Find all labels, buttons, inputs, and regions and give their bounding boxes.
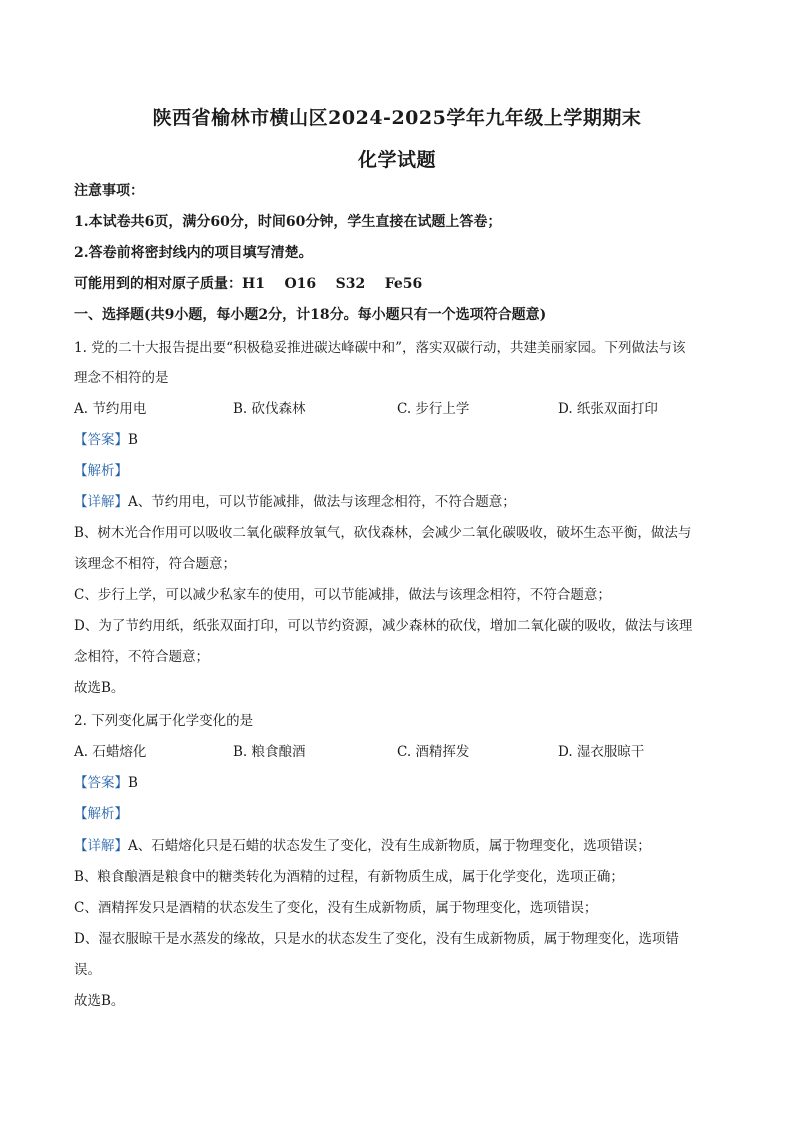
q2-stem: 2. 下列变化属于化学变化的是 (74, 713, 254, 729)
q1-stem-line-1: 1. 党的二十大报告提出要“积极稳妥推进碳达峰碳中和”，落实双碳行动，共建美丽家园。下列做法与该 (74, 340, 686, 356)
q2-detail-label: 【详解】 (74, 838, 128, 854)
q2-option-a: A. 石蜡熔化 (74, 744, 147, 760)
notes-item-1: 1.本试卷共6页，满分60分，时间60分钟，学生直接在试题上答卷； (74, 214, 502, 230)
exam-title: 陕西省榆林市横山区2024-2025学年九年级上学期期末 (152, 107, 642, 129)
q1-option-d: D. 纸张双面打印 (558, 401, 658, 417)
q1-analysis-line-1: 【详解】A、节约用电，可以节能减排，做法与该理念相符，不符合题意； (74, 494, 516, 510)
q1-answer-label: 【答案】 (74, 432, 128, 448)
q1-analysis-line-6: 念相符，不符合题意； (74, 649, 209, 665)
q2-conclusion: 故选B。 (74, 993, 125, 1009)
q1-detail-label: 【详解】 (74, 494, 128, 510)
notes-heading: 注意事项： (74, 183, 144, 199)
q1-analysis-label: 【解析】 (74, 463, 128, 479)
q1-option-c: C. 步行上学 (397, 401, 470, 417)
q2-analysis-line-2: B、粮食酿酒是粮食中的糖类转化为酒精的过程，有新物质生成，属于化学变化，选项正确； (74, 869, 624, 885)
q2-option-c: C. 酒精挥发 (397, 744, 470, 760)
q2-answer-value: B (128, 775, 138, 791)
q1-answer (74, 430, 722, 450)
q1-option-b: B. 砍伐森林 (233, 401, 306, 417)
exam-subject-title: 化学试题 (357, 149, 436, 171)
q2-analysis-label: 【解析】 (74, 806, 128, 822)
section-heading: 一、选择题(共9小题，每小题2分，计18分。每小题只有一个选项符合题意) (74, 307, 547, 323)
q2-analysis-line-3: C、酒精挥发只是酒精的状态发生了变化，没有生成新物质，属于物理变化，选项错误； (74, 900, 598, 916)
q2-option-d: D. 湿衣服晾干 (558, 744, 645, 760)
atomic-mass-line: 可能用到的相对原子质量：H1 O16 S32 Fe56 (74, 276, 423, 292)
q1-analysis-line-2: B、树木光合作用可以吸收二氧化碳释放氧气，砍伐森林，会减少二氧化碳吸收，破坏生态平衡，做法与 (74, 525, 692, 541)
q2-answer-label: 【答案】 (74, 775, 128, 791)
q1-stem-line-2: 理念不相符的是 (74, 370, 169, 386)
notes-item-2: 2.答卷前将密封线内的项目填写清楚。 (74, 245, 313, 261)
q1-analysis-line-4: C、步行上学，可以减少私家车的使用，可以节能减排，做法与该理念相符，不符合题意； (74, 587, 611, 603)
q1-analysis-line-3: 该理念不相符，符合题意； (74, 556, 236, 572)
q2-analysis-line-5: 误。 (74, 962, 101, 978)
q2-option-b: B. 粮食酿酒 (233, 744, 306, 760)
q2-analysis-line-1: 【详解】A、石蜡熔化只是石蜡的状态发生了变化，没有生成新物质，属于物理变化，选项错误； (74, 838, 651, 854)
q1-option-a: A. 节约用电 (74, 401, 147, 417)
q2-analysis-line-4: D、湿衣服晾干是水蒸发的缘故，只是水的状态发生了变化，没有生成新物质，属于物理变化，选项错 (74, 931, 679, 947)
q2-answer (74, 773, 722, 793)
q1-analysis-line-5: D、为了节约用纸，纸张双面打印，可以节约资源，减少森林的砍伐，增加二氧化碳的吸收，做法与该理 (74, 618, 693, 634)
q1-answer-value: B (128, 432, 138, 448)
q1-conclusion: 故选B。 (74, 680, 125, 696)
